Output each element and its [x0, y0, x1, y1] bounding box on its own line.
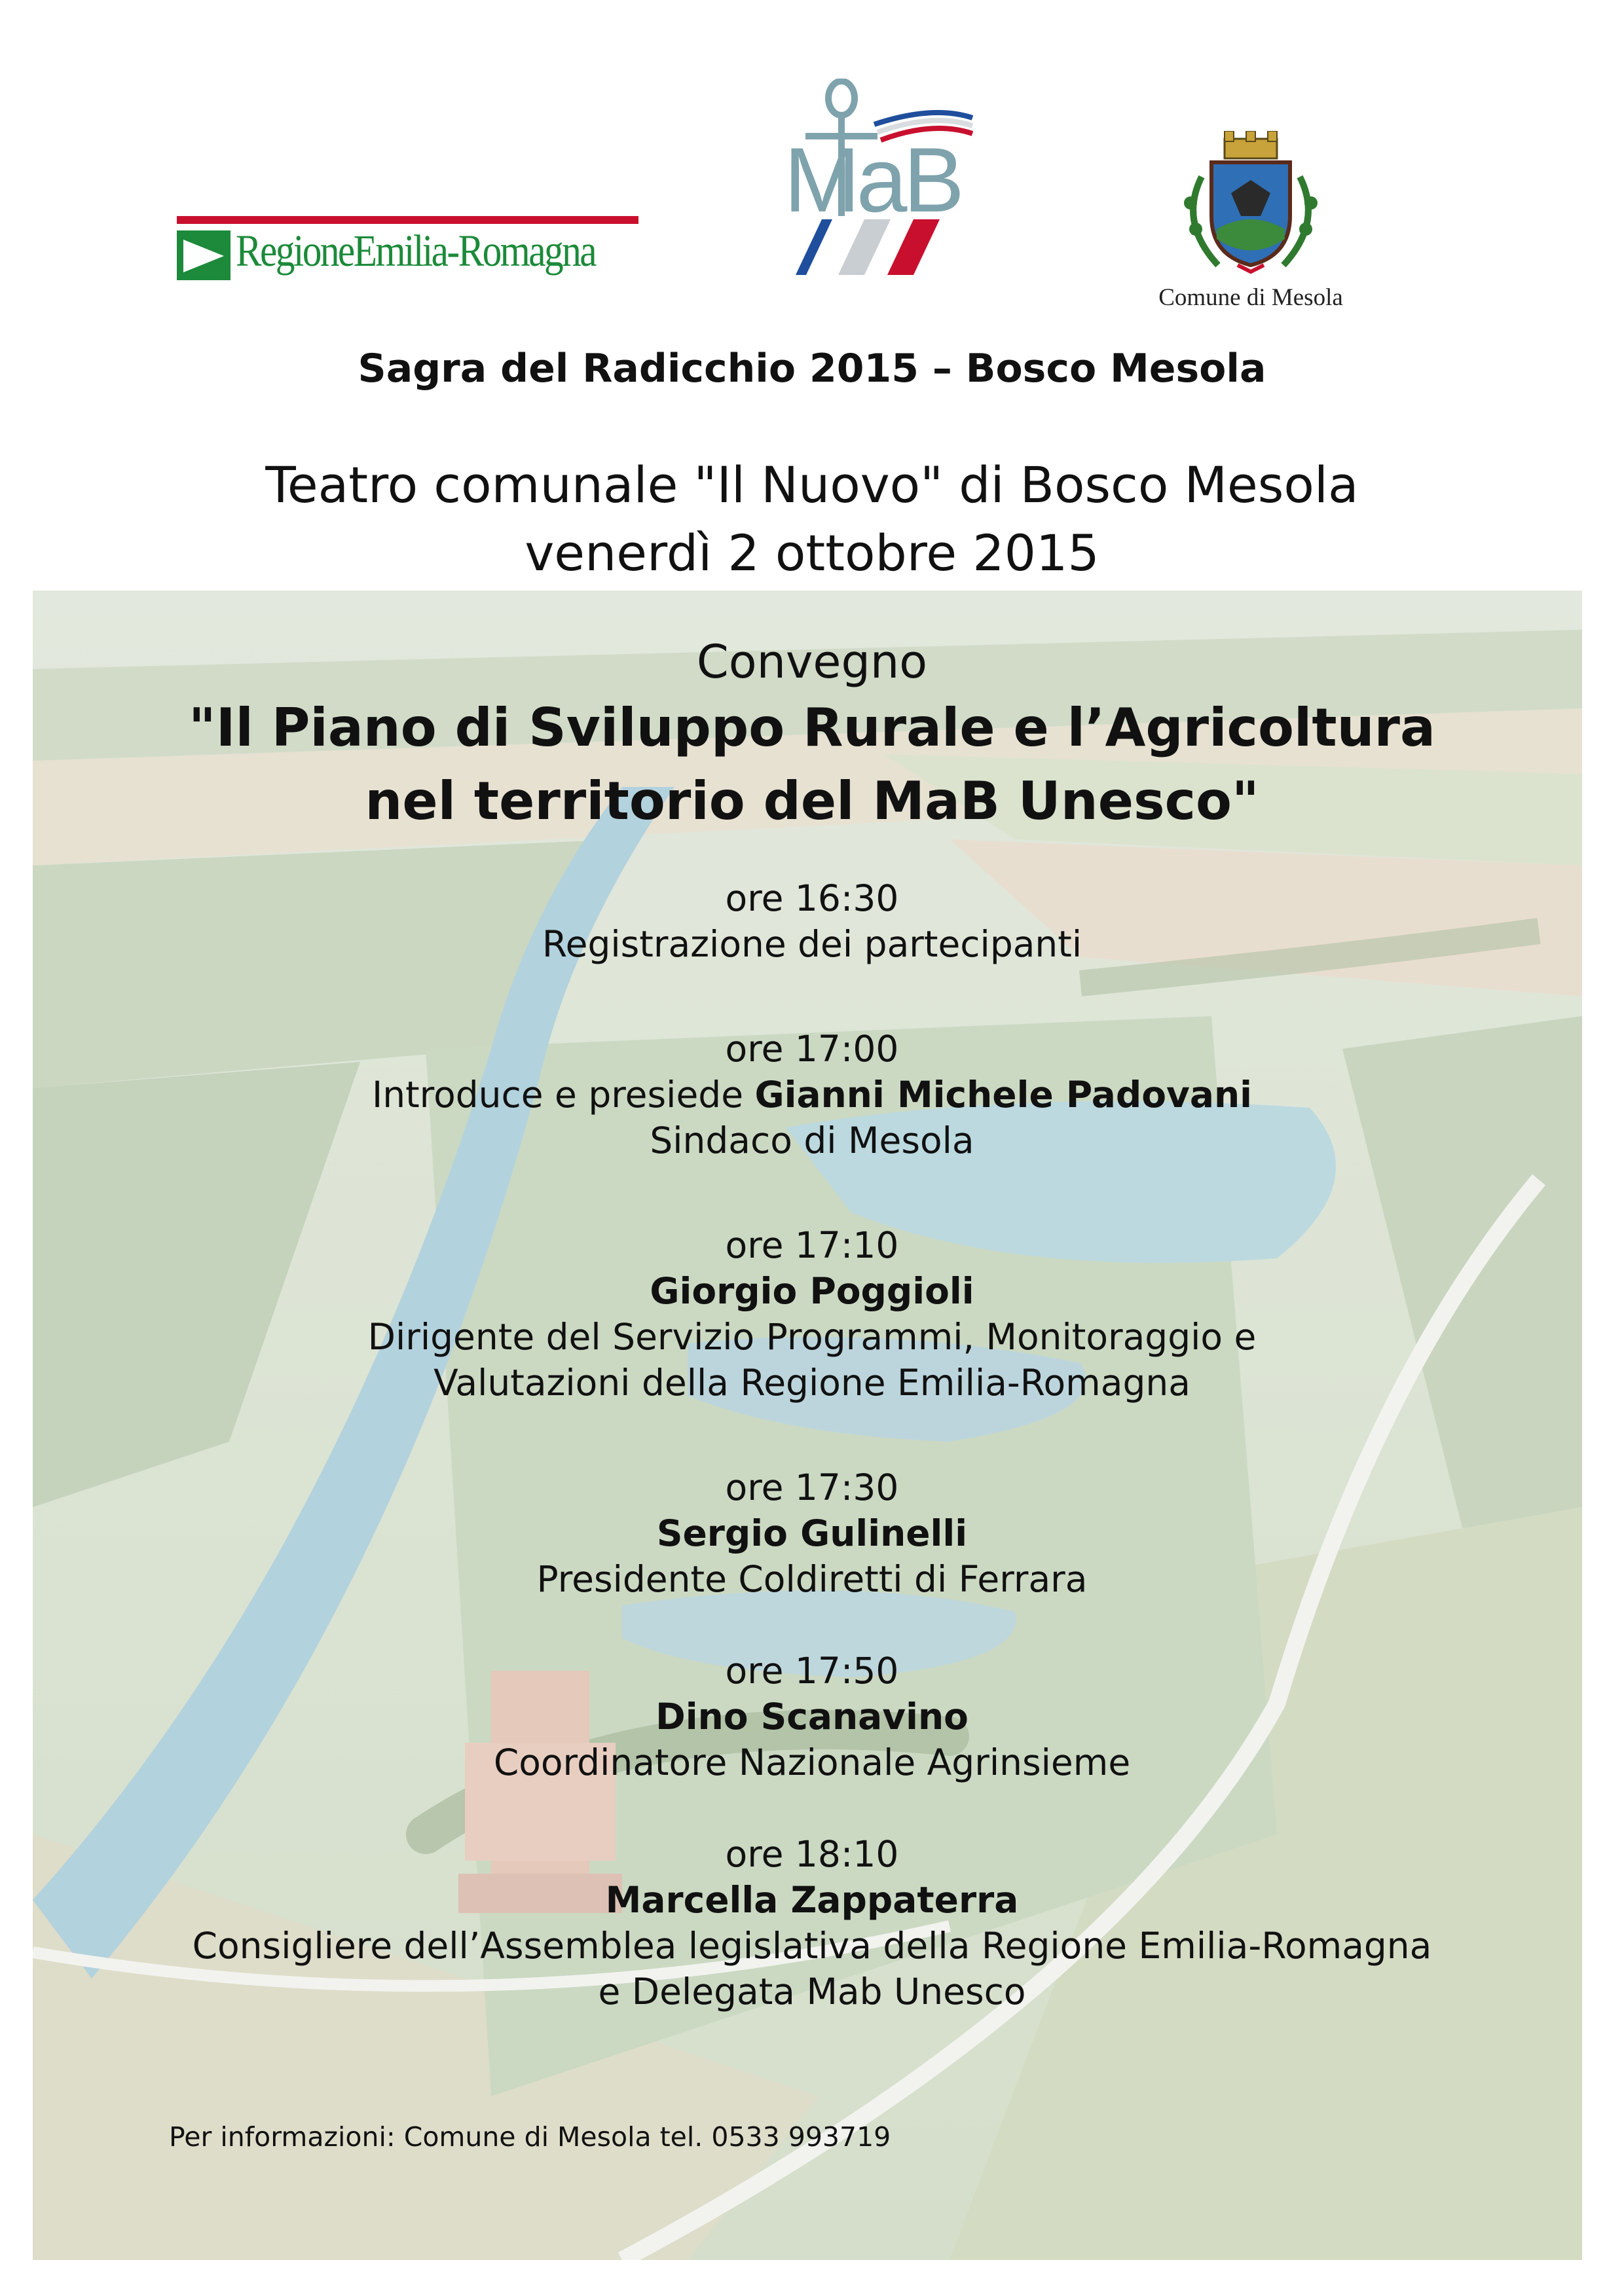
convegno-label: Convegno [696, 635, 928, 689]
speaker-name: Sergio Gulinelli [656, 1512, 968, 1554]
program-time: ore 18:10 [725, 1833, 899, 1875]
comune-di-mesola-caption: Comune di Mesola [1158, 284, 1343, 311]
logo-flag-icon [177, 230, 231, 280]
speaker-name: Giorgio Poggioli [650, 1270, 974, 1312]
mab-logo [776, 79, 986, 275]
speaker-role: Presidente Coldiretti di Ferrara [536, 1558, 1088, 1600]
speaker-name: Gianni Michele Padovani [754, 1074, 1252, 1116]
venue: Teatro comunale "Il Nuovo" di Bosco Mesola [265, 456, 1359, 514]
speaker-role: Sindaco di Mesola [650, 1120, 974, 1161]
speaker-role: e Delegata Mab Unesco [598, 1971, 1026, 2013]
regione-logo-text: RegioneEmilia-Romagna [236, 226, 595, 276]
program-time: ore 17:50 [725, 1650, 899, 1692]
program-time: ore 17:30 [725, 1467, 899, 1508]
speaker-role: Coordinatore Nazionale Agrinsieme [493, 1741, 1131, 1783]
program-description: Registrazione dei partecipanti [542, 923, 1082, 965]
program-intro-prefix: Introduce e presiede [372, 1074, 755, 1116]
conference-title-line-2: nel territorio del MaB Unesco" [365, 771, 1259, 831]
event-title: Sagra del Radicchio 2015 – Bosco Mesola [358, 346, 1266, 392]
speaker-role: Dirigente del Servizio Programmi, Monitoraggio e [367, 1316, 1257, 1358]
speaker-role: Consigliere dell’Assemblea legislativa della Regione Emilia-Romagna [192, 1925, 1432, 1967]
event-date: venerdì 2 ottobre 2015 [525, 524, 1099, 582]
comune-di-mesola-logo [1139, 131, 1362, 314]
speaker-name: Dino Scanavino [655, 1696, 969, 1738]
program-time: ore 16:30 [725, 877, 899, 919]
program-time: ore 17:00 [725, 1028, 899, 1070]
conference-title-line-1: "Il Piano di Sviluppo Rurale e l’Agricoltura [189, 697, 1435, 758]
regione-emilia-romagna-logo [177, 216, 638, 282]
speaker-role: Valutazioni della Regione Emilia-Romagna [434, 1362, 1190, 1404]
contact-info: Per informazioni: Comune di Mesola tel. 0533 993719 [169, 2121, 891, 2153]
mesola-coat-of-arms-icon [1139, 131, 1362, 282]
mab-logo-text: MaB [784, 128, 961, 231]
logo-red-bar [177, 216, 638, 224]
program-time: ore 17:10 [725, 1224, 899, 1266]
program-intro-line [0, 1074, 1624, 1116]
speaker-name: Marcella Zappaterra [605, 1879, 1019, 1921]
